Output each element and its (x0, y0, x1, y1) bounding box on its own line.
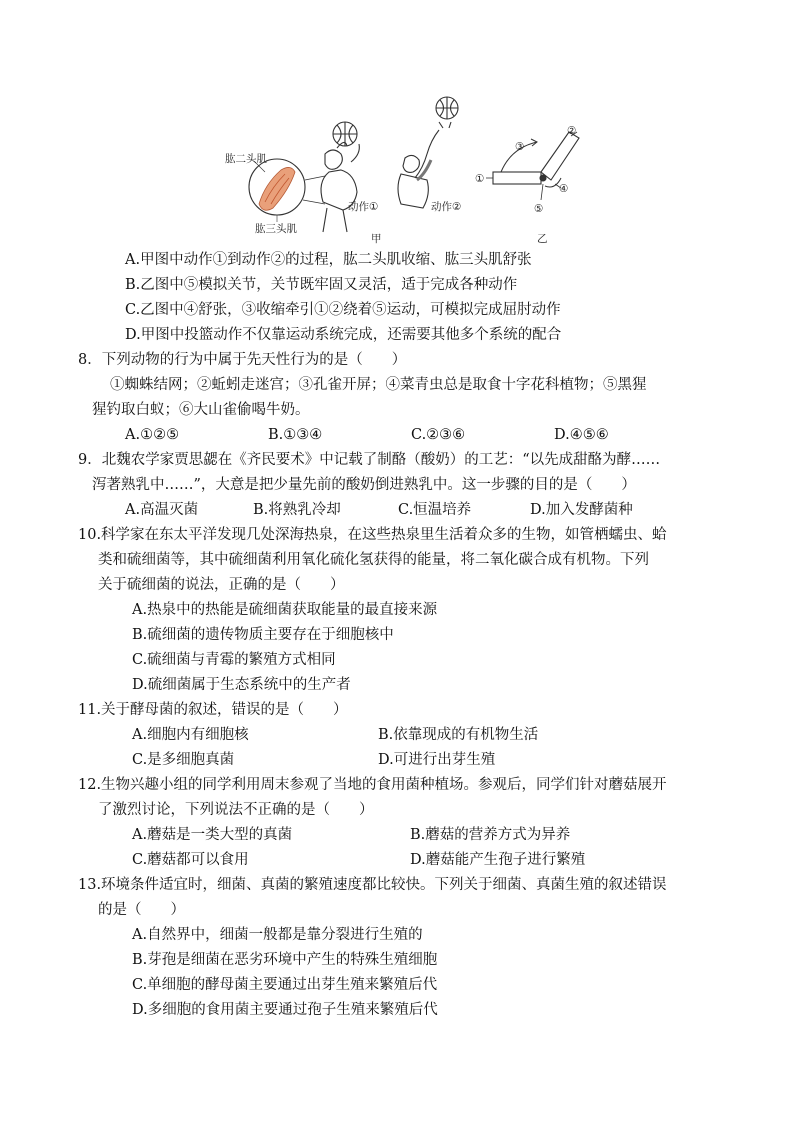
player-action1-drawing (321, 122, 359, 232)
q9-line2: 泻著熟乳中……”，大意是把少量先前的酸奶倒进熟乳中。这一步骤的目的是（ ） (92, 477, 636, 493)
q11-option-c: C.是多细胞真菌 (132, 752, 235, 768)
q12-line1: 12.生物兴趣小组的同学利用周末参观了当地的食用菌种植场。参观后，同学们针对蘑菇展开 (78, 777, 667, 793)
q8-option-d: D.④⑤⑥ (554, 427, 609, 443)
figure-svg (225, 92, 595, 247)
q9-option-d: D.加入发酵菌种 (530, 502, 633, 518)
label-n4: ④ (559, 183, 569, 195)
q7-figure (225, 92, 595, 247)
q10-line1: 10.科学家在东太平洋发现几处深海热泉，在这些热泉里生活着众多的生物，如管栖蠕虫、蛤 (78, 527, 667, 543)
q10-option-b: B.硫细菌的遗传物质主要存在于细胞核中 (132, 627, 394, 643)
label-triceps: 肱三头肌 (255, 223, 297, 235)
q8-option-c: C.②③⑥ (411, 427, 466, 443)
q13-option-d: D.多细胞的食用菌主要通过孢子生殖来繁殖后代 (132, 1002, 438, 1018)
label-n3: ③ (515, 141, 525, 153)
q12-option-a: A.蘑菇是一类大型的真菌 (132, 827, 293, 843)
q13-line2: 的是（ ） (98, 902, 185, 918)
q8-list-line2: 猩钓取白蚁；⑥大山雀偷喝牛奶。 (92, 402, 310, 418)
q10-option-a: A.热泉中的热能是硫细菌获取能量的最直接来源 (132, 602, 438, 618)
q9-option-c: C.恒温培养 (398, 502, 472, 518)
q10-option-d: D.硫细菌属于生态系统中的生产者 (132, 677, 351, 693)
label-action2: 动作② (431, 201, 462, 213)
q11-option-d: D.可进行出芽生殖 (378, 752, 496, 768)
q7-option-b: B.乙图中⑤模拟关节，关节既牢固又灵活，适于完成各种动作 (125, 277, 518, 293)
q10-line3: 关于硫细菌的说法，正确的是（ ） (98, 577, 345, 593)
q12-option-b: B.蘑菇的营养方式为异养 (410, 827, 571, 843)
q11-option-a: A.细胞内有细胞核 (132, 727, 249, 743)
q11-option-b: B.依靠现成的有机物生活 (378, 727, 539, 743)
q9-option-b: B.将熟乳冷却 (253, 502, 341, 518)
q13-option-b: B.芽孢是细菌在恶劣环境中产生的特殊生殖细胞 (132, 952, 438, 968)
q8-option-b: B.①③④ (268, 427, 323, 443)
q7-option-a: A.甲图中动作①到动作②的过程，肱二头肌收缩、肱三头肌舒张 (125, 252, 532, 268)
q13-option-a: A.自然界中，细菌一般都是靠分裂进行生殖的 (132, 927, 423, 943)
q12-option-c: C.蘑菇都可以食用 (132, 852, 249, 868)
q12-option-d: D.蘑菇能产生孢子进行繁殖 (410, 852, 586, 868)
label-yi: 乙 (537, 233, 548, 245)
q8-option-a: A.①②⑤ (125, 427, 180, 443)
q10-option-c: C.硫细菌与青霉的繁殖方式相同 (132, 652, 336, 668)
q7-option-d: D.甲图中投篮动作不仅靠运动系统完成，还需要其他多个系统的配合 (125, 327, 562, 343)
label-jia: 甲 (371, 233, 382, 245)
q7-option-c: C.乙图中④舒张，③收缩牵引①②绕着⑤运动，可模拟完成屈肘动作 (125, 302, 561, 318)
player-action2-drawing (398, 97, 458, 208)
label-action1: 动作① (348, 201, 379, 213)
q8-stem: 8．下列动物的行为中属于先天性行为的是（ ） (78, 352, 407, 368)
label-biceps: 肱二头肌 (225, 153, 267, 165)
q11-stem: 11.关于酵母菌的叙述，错误的是（ ） (78, 702, 348, 718)
q9-option-a: A.高温灭菌 (125, 502, 199, 518)
label-n1: ① (475, 173, 485, 185)
label-n5: ⑤ (534, 203, 544, 215)
q8-list-line1: ①蜘蛛结网；②蚯蚓走迷宫；③孔雀开屏；④菜青虫总是取食十字花科植物；⑤黑猩 (110, 377, 647, 393)
q9-line1: 9．北魏农学家贾思勰在《齐民要术》中记载了制酪（酸奶）的工艺：“以先成甜酪为酵…… (78, 452, 661, 468)
label-n2: ② (567, 125, 577, 137)
q13-option-c: C.单细胞的酵母菌主要通过出芽生殖来繁殖后代 (132, 977, 438, 993)
q12-line2: 了激烈讨论，下列说法不正确的是（ ） (98, 802, 374, 818)
q10-line2: 类和硫细菌等，其中硫细菌利用氧化硫化氢获得的能量，将二氧化碳合成有机物。下列 (98, 552, 649, 568)
muscle-zoom-circle (249, 159, 325, 222)
q13-line1: 13.环境条件适宜时，细菌、真菌的繁殖速度都比较快。下列关于细菌、真菌生殖的叙述错误 (78, 877, 667, 893)
